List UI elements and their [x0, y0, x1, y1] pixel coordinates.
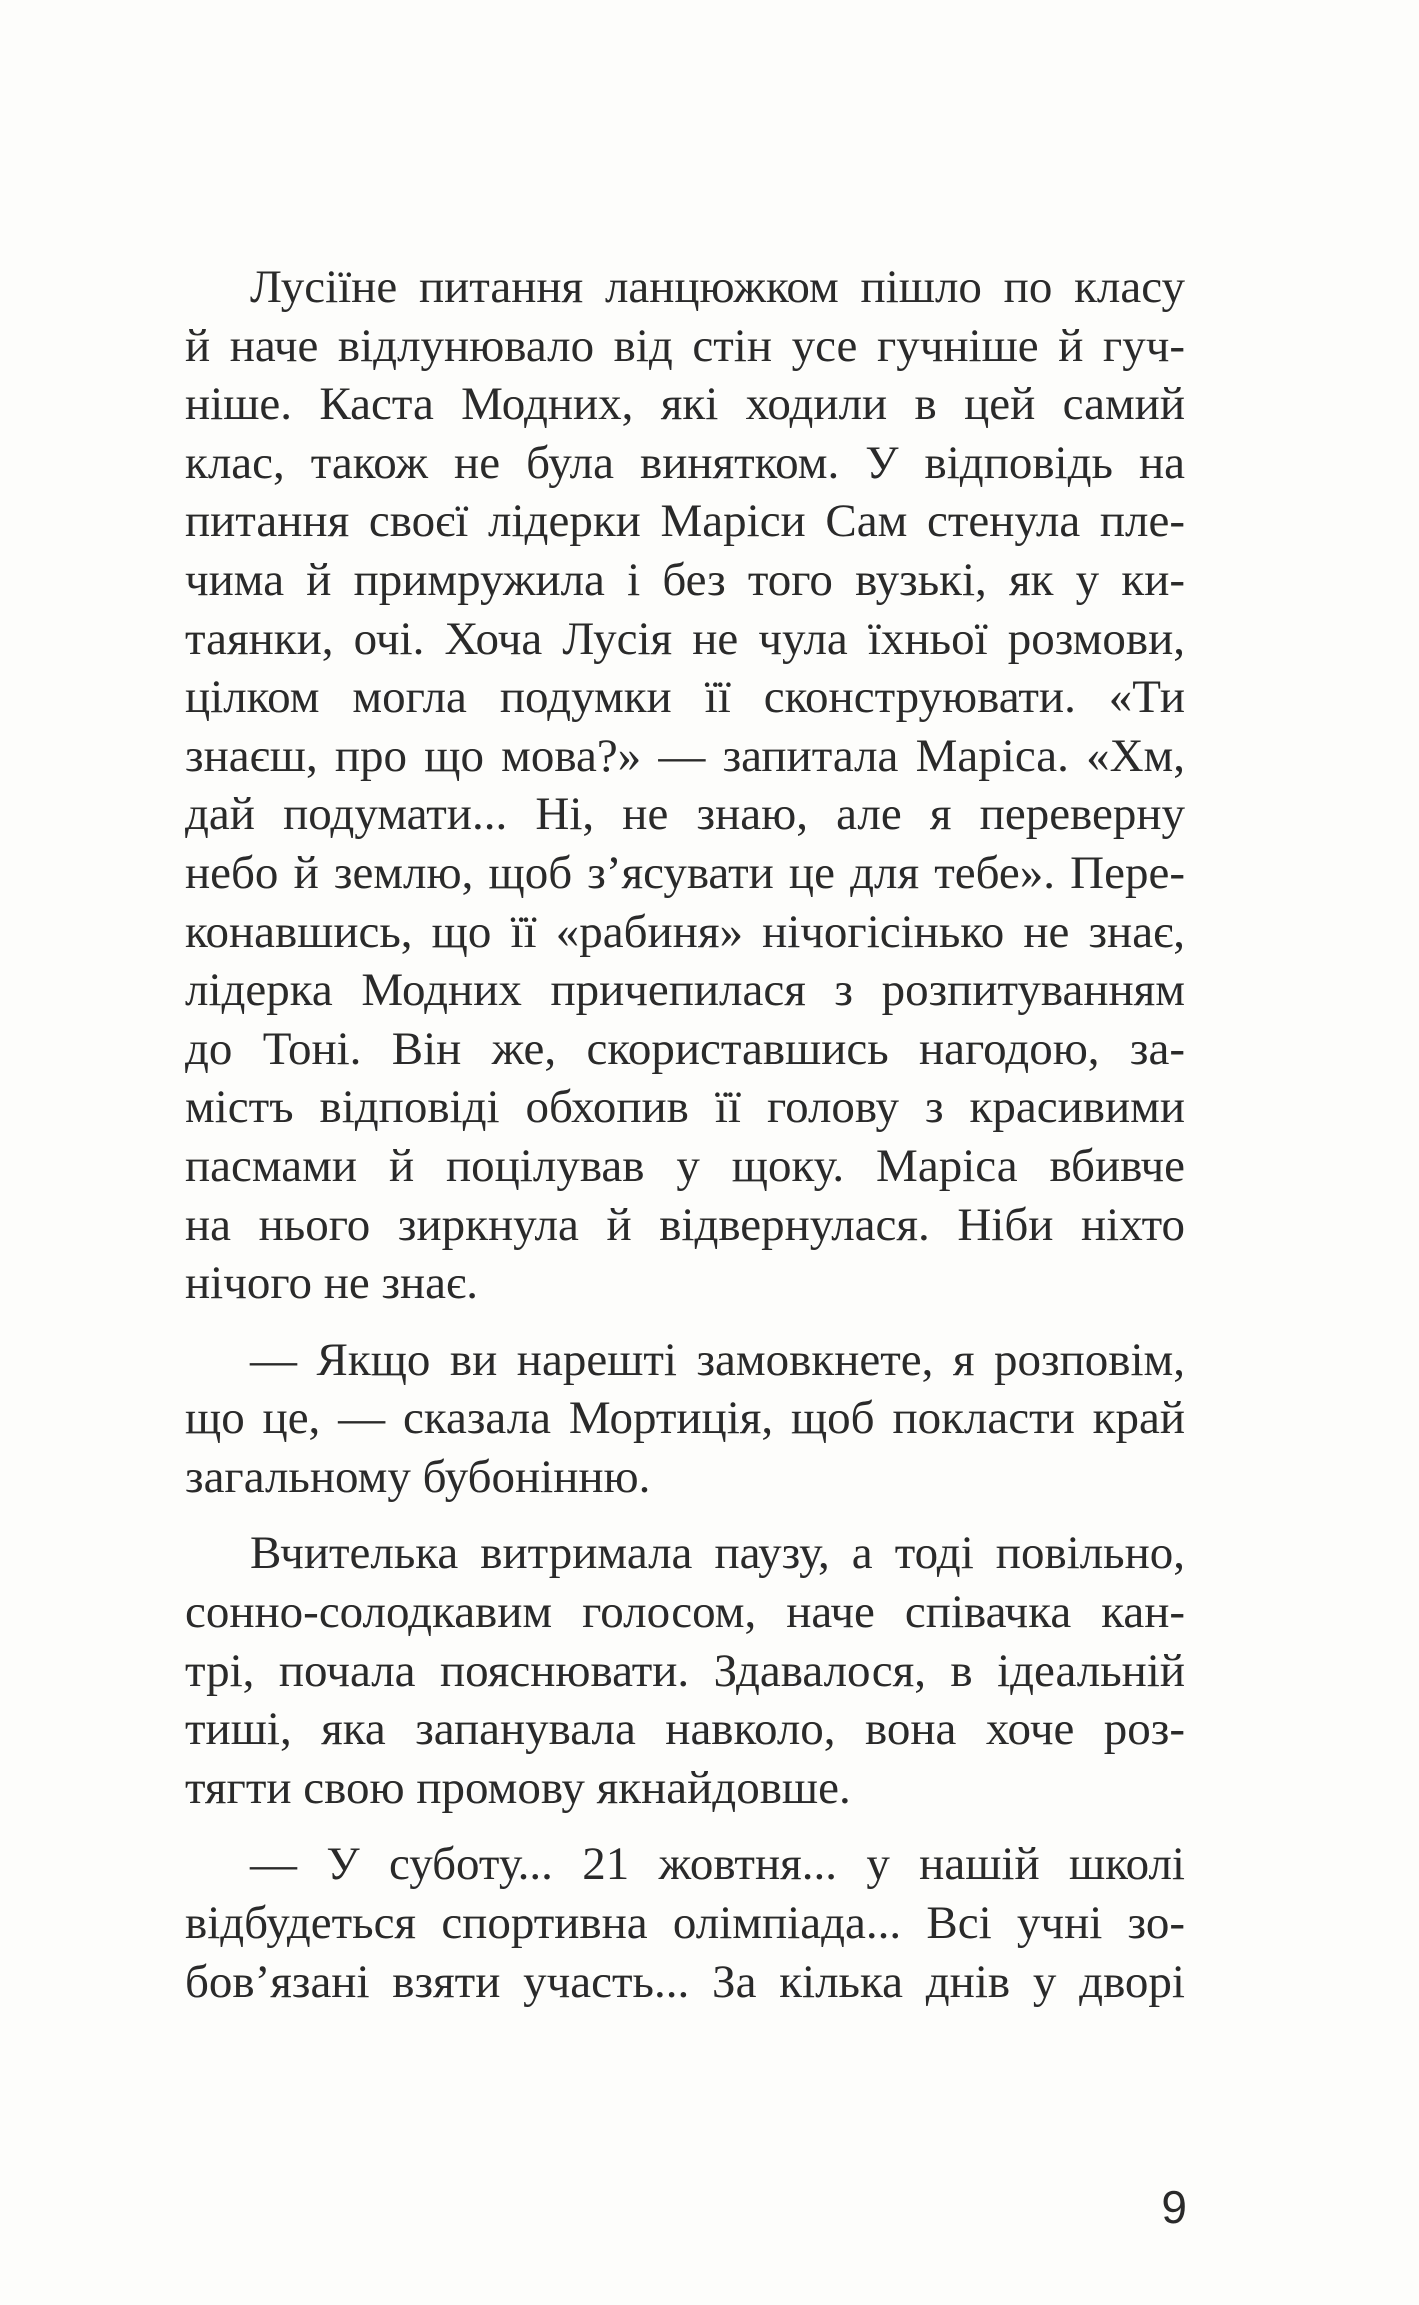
page-number: 9 [1161, 2181, 1187, 2233]
text-line: клас, також не була винятком. У відповідь на [185, 436, 1185, 489]
text-line: чима й примружила і без того вузькі, як у ки- [185, 553, 1185, 606]
text-line: таянки, очі. Хоча Лусія не чула їхньої розмови, [185, 612, 1185, 665]
body-text [185, 258, 1185, 2011]
paragraph-1 [185, 258, 1185, 1313]
text-line: дай подумати... Ні, не знаю, але я переверну [185, 788, 1185, 841]
text-line: — У суботу... 21 жовтня... у нашій школі [250, 1838, 1185, 1891]
text-line: тягти свою промову якнайдовше. [185, 1761, 851, 1814]
text-line: лідерка Модних причепилася з розпитуванням [185, 964, 1185, 1017]
text-line: й наче відлунювало від стін усе гучніше й гуч- [185, 319, 1185, 372]
text-line: загальному бубонінню. [185, 1450, 651, 1503]
text-line: містъ відповіді обхопив її голову з красивими [185, 1081, 1185, 1134]
text-line: бов’язані взяти участь... За кілька днів у дворі [185, 1955, 1185, 2008]
text-line: небо й землю, щоб з’ясувати це для тебе». Пере- [185, 846, 1185, 899]
text-line: Вчителька витримала паузу, а тоді повільно, [250, 1527, 1185, 1580]
text-line: нічого не знає. [185, 1257, 478, 1310]
text-line: що це, — сказала Мортиція, щоб покласти край [185, 1392, 1185, 1445]
text-line: на нього зиркнула й відвернулася. Ніби ніхто [185, 1198, 1185, 1251]
text-line: відбудеться спортивна олімпіада... Всі учні зо- [185, 1897, 1185, 1950]
text-line: знаєш, про що мова?» — запитала Маріса. «Хм, [185, 729, 1185, 782]
paragraph-2 [185, 1331, 1185, 1507]
text-line: питання своєї лідерки Маріси Сам стенула пле- [185, 495, 1185, 548]
text-line: — Якщо ви нарешті замовкнете, я розповім, [250, 1333, 1185, 1386]
text-line: цілком могла подумки її сконструювати. «Ти [185, 671, 1185, 724]
text-line: пасмами й поцілував у щоку. Маріса вбивче [185, 1139, 1185, 1192]
text-line: ніше. Каста Модних, які ходили в цей самий [185, 378, 1185, 431]
text-line: Лусіїне питання ланцюжком пішло по класу [250, 261, 1185, 313]
text-line: конавшись, що її «рабиня» нічогісінько не знає, [185, 905, 1185, 958]
text-line: трі, почала пояснювати. Здавалося, в ідеальній [185, 1644, 1185, 1697]
text-line: тиші, яка запанувала навколо, вона хоче роз- [185, 1703, 1185, 1756]
paragraph-4 [185, 1835, 1185, 2011]
text-line: сонно-солодкавим голосом, наче співачка кан- [185, 1586, 1185, 1639]
text-line: до Тоні. Він же, скориставшись нагодою, за- [185, 1022, 1185, 1075]
paragraph-3 [185, 1524, 1185, 1817]
